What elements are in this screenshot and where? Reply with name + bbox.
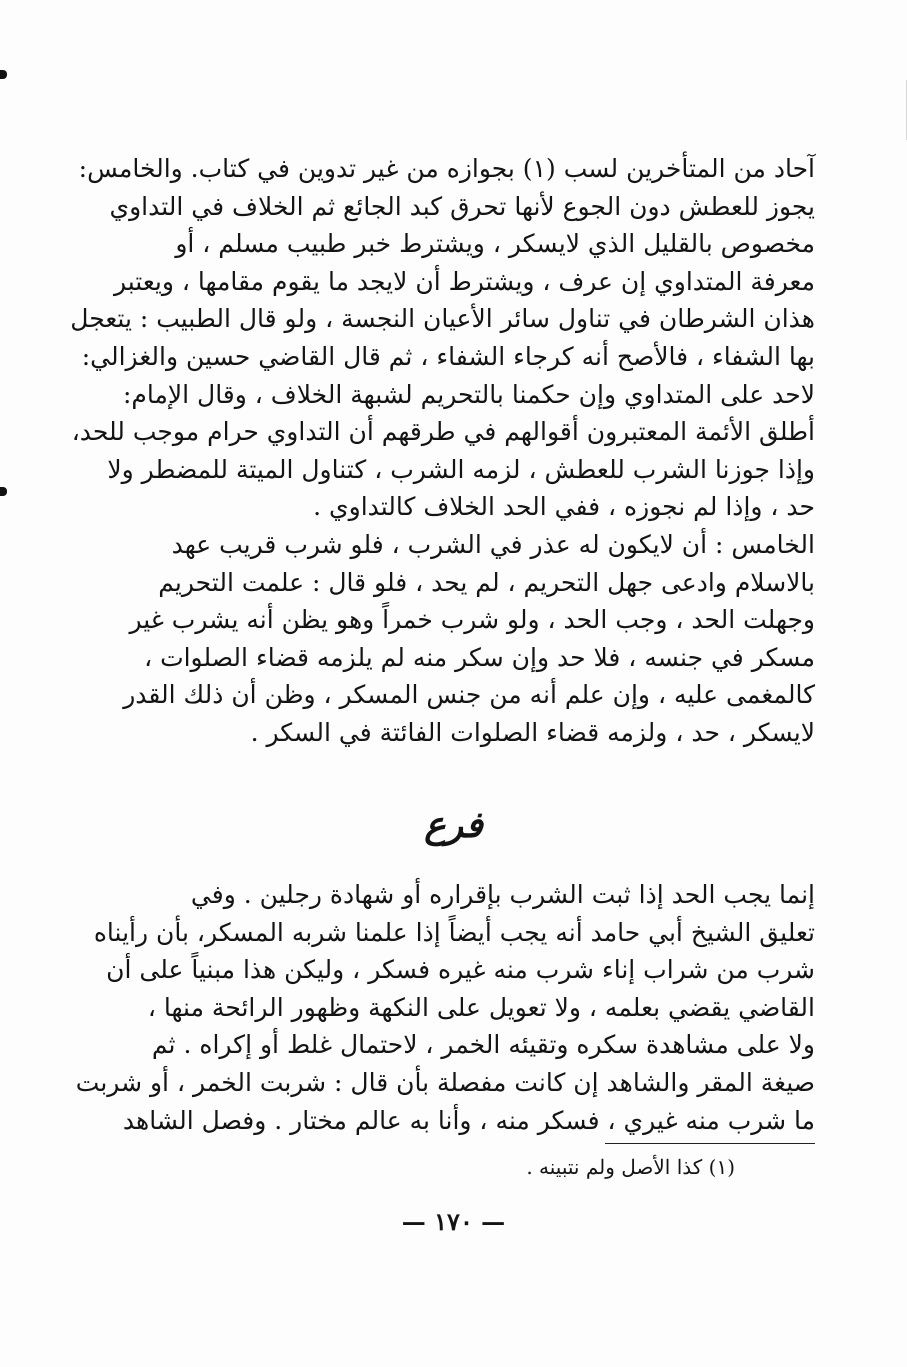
text-line: لايسكر ، حد ، ولزمه قضاء الصلوات الفائتة في السكر . — [250, 717, 815, 747]
text-line: القاضي يقضي بعلمه ، ولا تعويل على النكهة وظهور الرائحة منها ، — [147, 992, 815, 1022]
text-line: إنما يجب الحد إذا ثبت الشرب بإقراره أو شهادة رجلين . وفي — [190, 880, 815, 909]
footnote-divider — [605, 1143, 815, 1144]
footnote: (١) كذا الأصل ولم نتبينه . — [526, 1155, 735, 1179]
text-line: الخامس : أن لايكون له عذر في الشرب ، فلو شرب قريب عهد — [171, 529, 815, 559]
text-line: كالمغمى عليه ، وإن علم أنه من جنس المسكر ، وظن أن ذلك القدر — [123, 680, 815, 710]
margin-ink-mark — [0, 487, 7, 496]
text-line: بها الشفاء ، فالأصح أنه كرجاء الشفاء ، ثم قال القاضي حسين والغزالي: — [81, 341, 815, 371]
section-heading: فرع — [424, 804, 483, 846]
text-line: لاحد على المتداوي وإن حكمنا بالتحريم لشبهة الخلاف ، وقال الإمام: — [122, 379, 815, 409]
main-text-upper — [70, 150, 815, 752]
text-line: وإذا جوزنا الشرب للعطش ، لزمه الشرب ، كتناول الميتة للمضطر ولا — [107, 454, 815, 484]
text-line: آحاد من المتأخرين لسب (١) بجوازه من غير تدوين في كتاب. والخامس: — [78, 154, 815, 183]
text-line: بالاسلام وادعى جهل التحريم ، لم يحد ، فلو قال : علمت التحريم — [158, 567, 815, 597]
main-text-lower — [75, 876, 815, 1139]
text-line: صيغة المقر والشاهد إن كانت مفصلة بأن قال : شربت الخمر ، أو شربت — [75, 1067, 815, 1097]
text-line: ولا على مشاهدة سكره وتقيئه الخمر ، لاحتمال غلط أو إكراه . ثم — [151, 1030, 815, 1060]
text-line: معرفة المتداوي إن عرف ، ويشترط أن لايجد ما يقوم مقامها ، ويعتبر — [113, 266, 815, 296]
margin-ink-mark — [0, 70, 7, 79]
text-line: يجوز للعطش دون الجوع لأنها تحرق كبد الجائع ثم الخلاف في التداوي — [109, 191, 815, 221]
text-line: شرب من شراب إناء شرب منه غيره فسكر ، وليكن هذا مبنياً على أن — [106, 955, 815, 985]
text-line: حد ، وإذا لم نجوزه ، ففي الحد الخلاف كالتداوي . — [313, 492, 815, 522]
page-number: — ١٧٠ — — [401, 1207, 506, 1236]
text-line: وجهلت الحد ، وجب الحد ، ولو شرب خمراً وهو يظن أنه يشرب غير — [129, 605, 815, 635]
text-line: أطلق الأئمة المعتبرون أقوالهم في طرقهم أن التداوي حرام موجب للحد، — [71, 417, 815, 447]
text-line: مسكر في جنسه ، فلا حد وإن سكر منه لم يلزمه قضاء الصلوات ، — [144, 642, 815, 672]
text-line: هذان الشرطان في تناول سائر الأعيان النجسة ، ولو قال الطبيب : يتعجل — [70, 304, 815, 334]
text-line: مخصوص بالقليل الذي لايسكر ، ويشترط خبر طبيب مسلم ، أو — [175, 229, 815, 259]
text-line: تعليق الشيخ أبي حامد أنه يجب أيضاً إذا علمنا شربه المسكر، بأن رأيناه — [93, 917, 815, 947]
text-line: ما شرب منه غيري ، فسكر منه ، وأنا به عالم مختار . وفصل الشاهد — [122, 1105, 815, 1135]
